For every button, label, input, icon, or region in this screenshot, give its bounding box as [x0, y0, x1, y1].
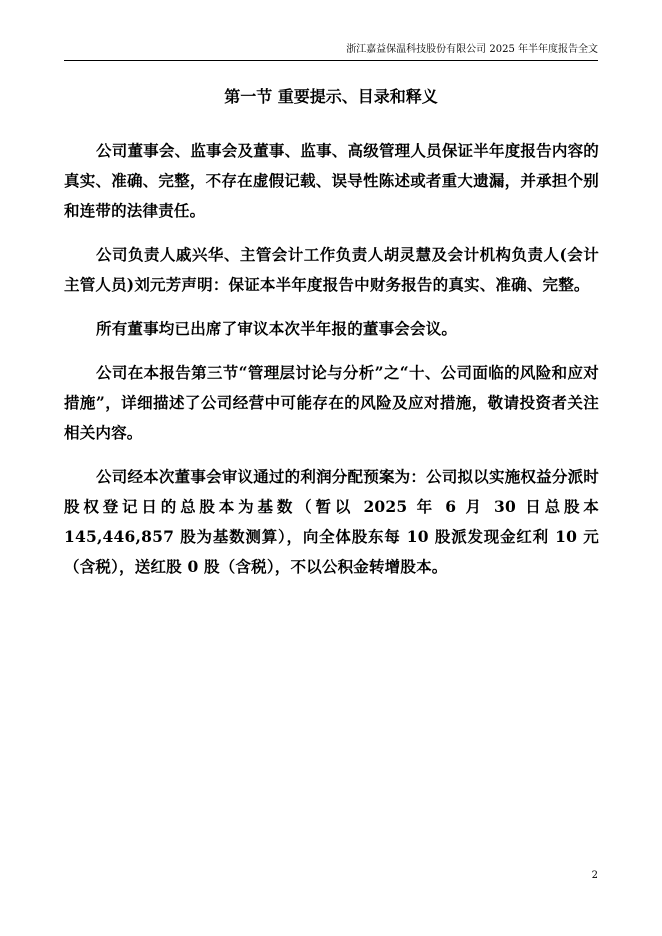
document-body — [64, 136, 599, 596]
page-number: 2 — [591, 870, 598, 881]
section-title: 第一节 重要提示、目录和释义 — [224, 87, 438, 106]
paragraph-responsible-persons-statement: 公司负责人戚兴华、主管会计工作负责人胡灵慧及会计机构负责人(会计主管人员)刘元芳声明：保证本半年度报告中财务报告的真实、准确、完整。 — [64, 245, 599, 294]
paragraph-profit-distribution: 公司经本次董事会审议通过的利润分配预案为：公司拟以实施权益分派时股权登记日的总股本为基数（暂以 2025 年 6 月 30 日总股本 145,446,857 股为基数测算），向全体股东每 10 股派发现金红利 10 元（含税），送红股 0 股（含税），不以公积金转增股本。 — [64, 467, 599, 576]
page-header — [64, 40, 598, 61]
paragraph-directors-attendance: 所有董事均已出席了审议本次半年报的董事会会议。 — [96, 319, 458, 338]
paragraph-board-guarantee: 公司董事会、监事会及董事、监事、高级管理人员保证半年度报告内容的真实、准确、完整，不存在虚假记载、误导性陈述或者重大遗漏，并承担个别和连带的法律责任。 — [64, 141, 599, 220]
header-company-report-title: 浙江嘉益保温科技股份有限公司 2025 年半年度报告全文 — [346, 44, 598, 55]
paragraph-risk-notice: 公司在本报告第三节“管理层讨论与分析”之“十、公司面临的风险和应对措施”，详细描述了公司经营中可能存在的风险及应对措施，敬请投资者关注相关内容。 — [64, 363, 599, 442]
